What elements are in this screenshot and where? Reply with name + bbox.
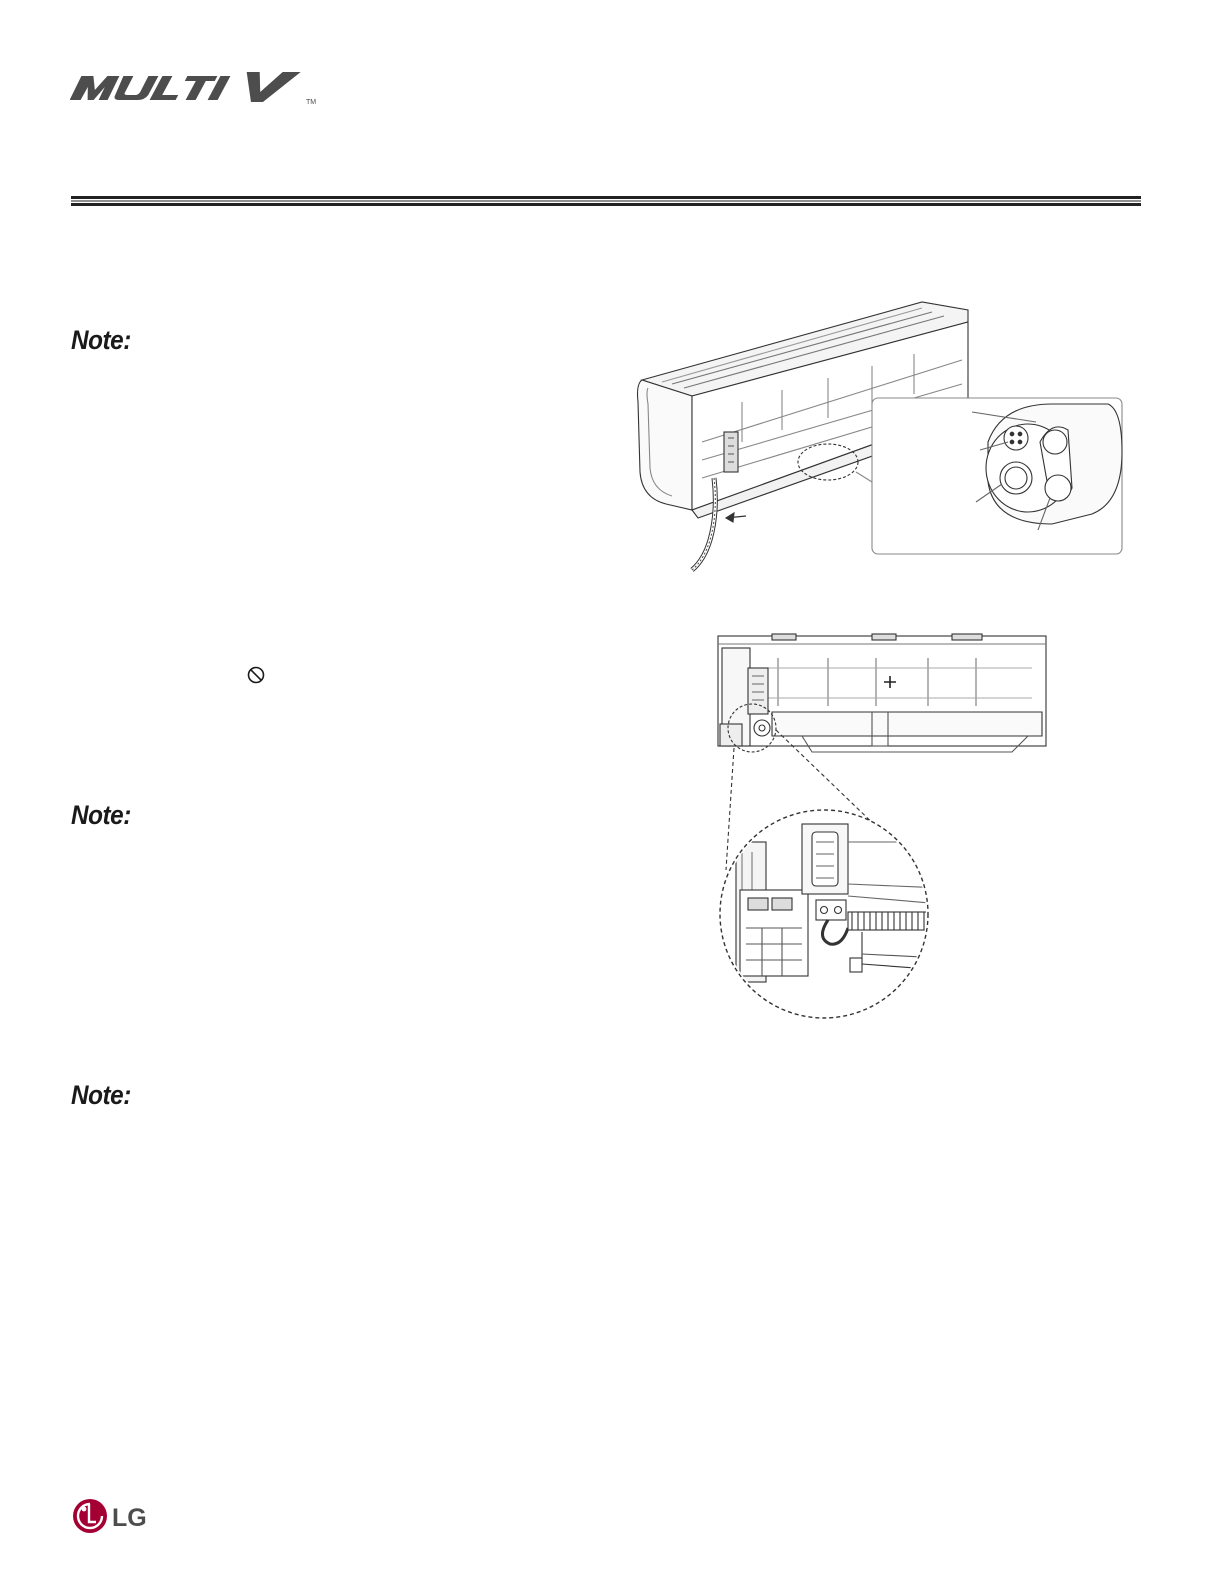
multi-v-logo xyxy=(70,68,322,108)
prohibit-icon xyxy=(246,665,266,685)
note-label-2: Note: xyxy=(71,800,131,830)
lg-wordmark: LG xyxy=(112,1504,147,1532)
indoor-unit-piping-illustration xyxy=(632,292,1128,574)
note-label-3: Note: xyxy=(71,1080,131,1110)
indoor-unit-wiring-illustration xyxy=(712,628,1052,1024)
trademark-text: TM xyxy=(306,99,317,106)
lg-logo xyxy=(70,1496,154,1536)
title-divider xyxy=(71,196,1141,208)
note-label-1: Note: xyxy=(71,325,131,355)
